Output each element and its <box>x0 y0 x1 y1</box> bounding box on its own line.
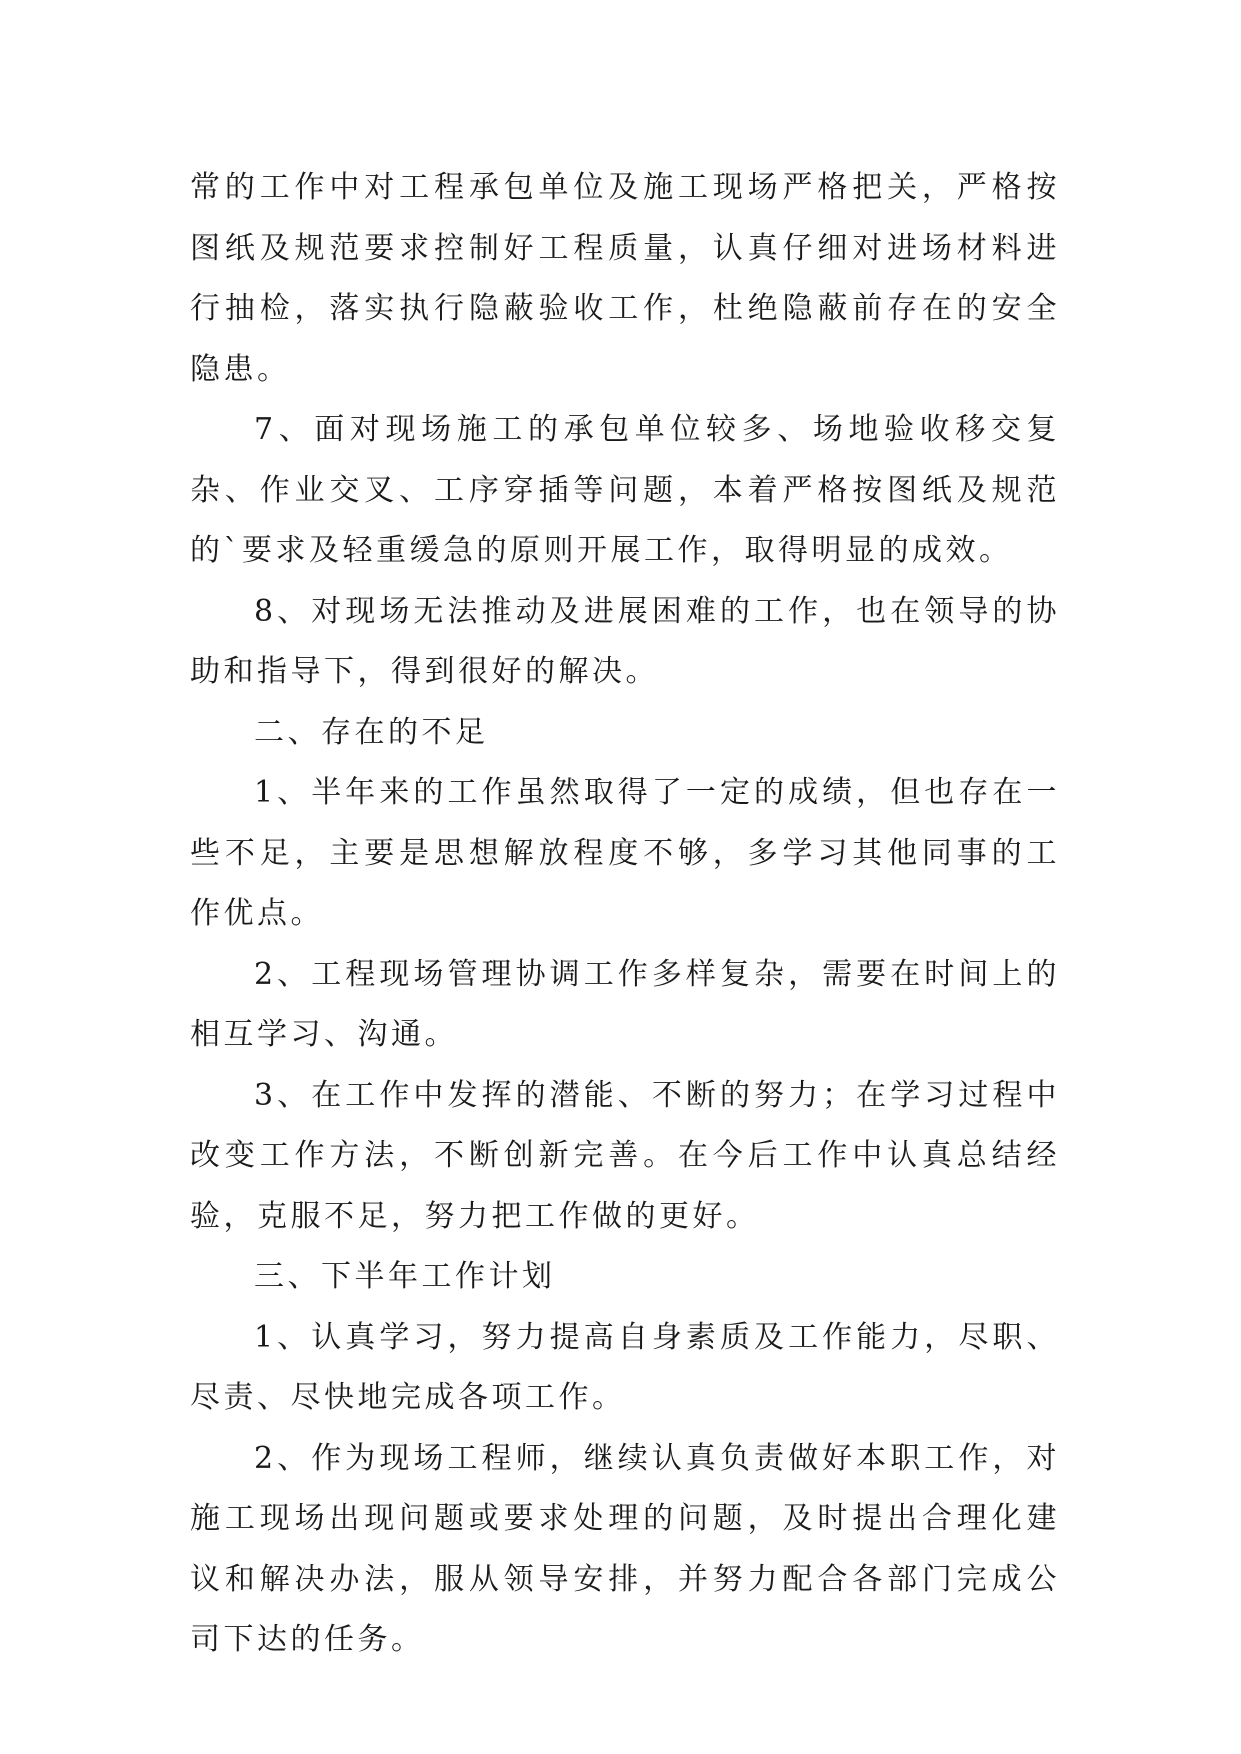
paragraph-item-7: 7、面对现场施工的承包单位较多、场地验收移交复杂、作业交叉、工序穿插等问题，本着严格按图纸及规范的`要求及轻重缓急的原则开展工作，取得明显的成效。 <box>190 412 1060 568</box>
paragraph-plan-1: 1、认真学习，努力提高自身素质及工作能力，尽职、尽责、尽快地完成各项工作。 <box>190 1319 1060 1415</box>
paragraph-shortcoming-2: 2、工程现场管理协调工作多样复杂，需要在时间上的相互学习、沟通。 <box>190 956 1060 1052</box>
paragraph-shortcoming-3: 3、在工作中发挥的潜能、不断的努力；在学习过程中改变工作方法，不断创新完善。在今后工作中认真总结经验，克服不足，努力把工作做的更好。 <box>190 1077 1060 1234</box>
section-heading-shortcomings: 二、存在的不足 <box>254 714 489 750</box>
paragraph-item-8: 8、对现场无法推动及进展困难的工作，也在领导的协助和指导下，得到很好的解决。 <box>190 593 1060 689</box>
document-page <box>190 158 1060 1671</box>
paragraph-continuation: 常的工作中对工程承包单位及施工现场严格把关，严格按图纸及规范要求控制好工程质量，认真仔细对进场材料进行抽检，落实执行隐蔽验收工作，杜绝隐蔽前存在的安全隐患。 <box>190 170 1060 387</box>
section-heading-plan: 三、下半年工作计划 <box>254 1259 556 1294</box>
paragraph-shortcoming-1: 1、半年来的工作虽然取得了一定的成绩，但也存在一些不足，主要是思想解放程度不够，多学习其他同事的工作优点。 <box>190 775 1060 931</box>
paragraph-plan-2: 2、作为现场工程师，继续认真负责做好本职工作，对施工现场出现问题或要求处理的问题，及时提出合理化建议和解决办法，服从领导安排，并努力配合各部门完成公司下达的任务。 <box>190 1440 1060 1657</box>
